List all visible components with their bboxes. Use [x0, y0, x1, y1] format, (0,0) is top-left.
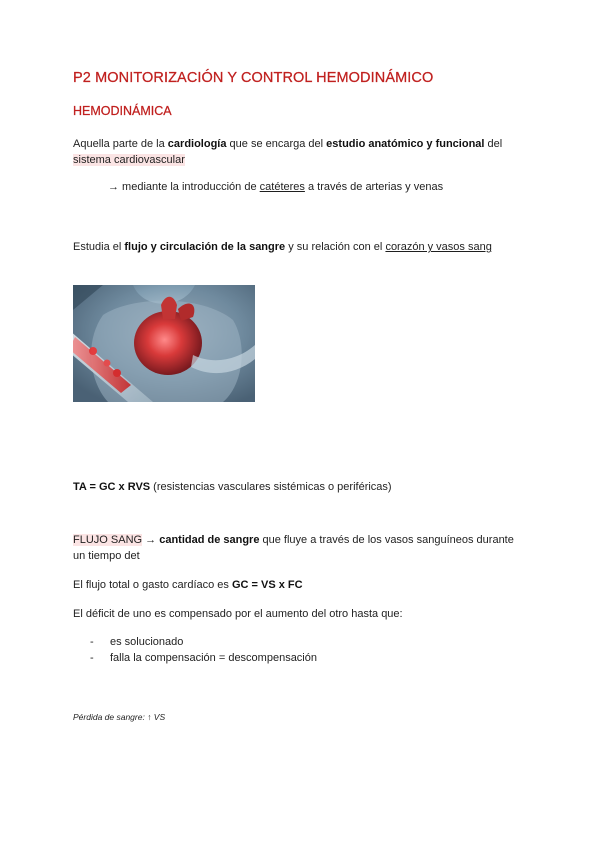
note-blood-loss: Pérdida de sangre: ↑ VS: [73, 712, 166, 722]
heart-vessel-image: [73, 285, 255, 402]
page-title: P2 MONITORIZACIÓN Y CONTROL HEMODINÁMICO: [73, 70, 434, 86]
paragraph-catheters: [108, 179, 443, 195]
formula-ta: TA = GC x RVS: [73, 481, 151, 493]
bold-term: estudio anatómico y funcional: [326, 138, 485, 150]
text-span: Aquella parte de la: [73, 138, 168, 150]
underlined-term: corazón y vasos sang: [385, 241, 492, 253]
list-item: [90, 650, 317, 666]
bold-term: flujo y circulación de la sangre: [124, 241, 286, 253]
paragraph-ta: [73, 479, 392, 495]
bold-term: cardiología: [167, 138, 227, 150]
paragraph-definition: [73, 136, 502, 168]
paragraph-flow: [73, 239, 492, 255]
list-item-text: falla la compensación = descompensación: [110, 652, 317, 664]
text-span: a través de arterias y venas: [304, 181, 444, 193]
list-bullet: -: [90, 652, 94, 664]
text-span: y su relación con el: [285, 241, 386, 253]
list-bullet: -: [90, 636, 94, 648]
list-item: [90, 634, 183, 650]
text-span: → mediante la introducción de: [108, 181, 260, 193]
text-span: Estudia el: [73, 241, 125, 253]
text-span: que se encarga del: [226, 138, 327, 150]
text-span: del: [484, 138, 503, 150]
paragraph-deficit: El déficit de uno es compensado por el aumento del otro hasta que:: [73, 608, 403, 620]
paragraph-cardiac-output: [73, 577, 303, 593]
underlined-term: catéteres: [259, 181, 305, 193]
text-span: un tiempo det: [73, 550, 140, 562]
highlighted-term: FLUJO SANG: [73, 534, 143, 546]
formula-gc: GC = VS x FC: [231, 579, 303, 591]
text-span: que fluye a través de los vasos sanguíneos durante: [259, 534, 514, 546]
highlighted-term: sistema cardiovascular: [73, 154, 185, 166]
paragraph-blood-flow: [73, 532, 514, 564]
text-span: (resistencias vasculares sistémicas o periféricas): [150, 481, 392, 493]
heart-illustration: [73, 285, 255, 402]
bold-term: cantidad de sangre: [159, 534, 260, 546]
section-heading: HEMODINÁMICA: [73, 104, 172, 118]
list-item-text: es solucionado: [110, 636, 184, 648]
arrow-text: →: [142, 534, 160, 546]
text-span: El flujo total o gasto cardíaco es: [73, 579, 232, 591]
